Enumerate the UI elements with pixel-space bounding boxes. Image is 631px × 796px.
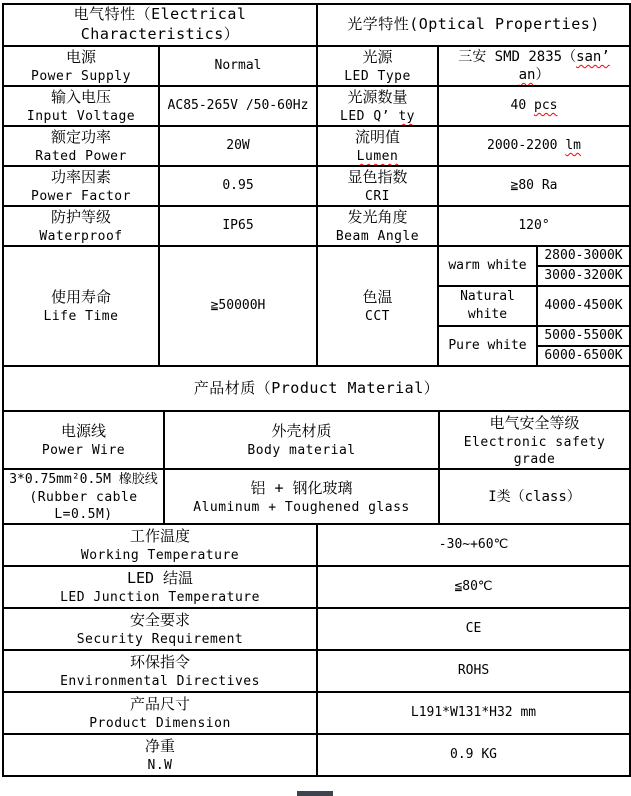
waterproof-value: IP65 xyxy=(159,206,317,246)
material-section-title: 产品材质（Product Material） xyxy=(193,378,440,397)
table-row xyxy=(3,166,630,206)
safety-grade-value: I类（class） xyxy=(439,469,630,524)
beam-angle-value: 120° xyxy=(438,206,630,246)
cri-label-cell xyxy=(317,166,438,206)
material-header-row xyxy=(3,366,630,411)
product-dimension-label-cell xyxy=(3,692,317,734)
lumen-label-cell xyxy=(317,126,438,166)
net-weight-row xyxy=(3,734,630,776)
led-qty-label-en-pre: LED Q’ xyxy=(340,109,399,124)
power-wire-value-en: (Rubber cable L=0.5M) xyxy=(29,490,138,522)
table-row xyxy=(3,86,630,126)
security-requirement-label-zh: 安全要求 xyxy=(129,611,190,629)
power-wire-label-cell xyxy=(3,411,164,469)
cct-warm-white-range-2: 3000-3200K xyxy=(537,266,630,286)
working-temperature-row xyxy=(3,524,630,566)
table-row xyxy=(3,46,630,86)
lumen-label-zh: 流明值 xyxy=(354,128,400,146)
led-junction-temperature-label-en: LED Junction Temperature xyxy=(60,590,260,605)
security-requirement-value: CE xyxy=(317,608,630,650)
environmental-directives-row xyxy=(3,650,630,692)
environmental-directives-label-cell xyxy=(3,650,317,692)
net-weight-label-cell xyxy=(3,734,317,776)
working-temperature-label-cell xyxy=(3,524,317,566)
beam-angle-label-en: Beam Angle xyxy=(335,229,420,244)
cct-warm-white-range-1: 2800-3000K xyxy=(537,246,630,266)
section-header-row xyxy=(3,4,630,46)
input-voltage-label-zh: 输入电压 xyxy=(50,88,111,106)
led-type-label-cell xyxy=(317,46,438,86)
working-temperature-label-zh: 工作温度 xyxy=(129,527,190,545)
lumen-value-misspelling: lm xyxy=(565,138,581,153)
cct-pure-white-range-2: 6000-6500K xyxy=(537,346,630,366)
lumen-label-en xyxy=(320,148,435,165)
power-wire-label-en: Power Wire xyxy=(41,443,126,458)
beam-angle-label-cell xyxy=(317,206,438,246)
optical-section-title: 光学特性(Optical Properties) xyxy=(347,15,600,33)
led-type-label-en: LED Type xyxy=(344,69,411,84)
led-qty-label-zh: 光源数量 xyxy=(347,88,408,106)
life-time-label-zh: 使用寿命 xyxy=(50,288,111,306)
cct-warm-white-name: warm white xyxy=(438,246,537,286)
body-material-value-cell xyxy=(164,469,439,524)
product-material-table xyxy=(2,365,631,525)
life-time-label-en: Life Time xyxy=(43,309,119,324)
body-material-value-en: Aluminum + Toughened glass xyxy=(193,499,410,515)
power-factor-label-cell xyxy=(3,166,159,206)
general-parameters-table xyxy=(2,523,631,777)
led-junction-temperature-label-cell xyxy=(3,566,317,608)
cct-natural-white-name: Natural white xyxy=(438,286,537,326)
cct-label-cell xyxy=(317,246,438,366)
product-dimension-value: L191*W131*H32 mm xyxy=(317,692,630,734)
cct-label-en: CCT xyxy=(365,309,390,324)
life-time-value: ≧50000H xyxy=(159,246,317,366)
power-factor-label-en: Power Factor xyxy=(31,189,131,204)
electrical-optical-table xyxy=(2,3,631,367)
input-voltage-label-en: Input Voltage xyxy=(26,109,136,124)
power-wire-label-zh: 电源线 xyxy=(60,422,106,440)
led-junction-temperature-value: ≦80℃ xyxy=(317,566,630,608)
power-wire-value-cell xyxy=(3,469,164,524)
beam-angle-label-zh: 发光角度 xyxy=(347,208,408,226)
electrical-section-header xyxy=(3,4,317,46)
rated-power-label-zh: 额定功率 xyxy=(50,128,111,146)
led-qty-label-cell xyxy=(317,86,438,126)
net-weight-value: 0.9 KG xyxy=(317,734,630,776)
lumen-value-pre: 2000-2200 xyxy=(487,138,566,153)
power-wire-value-zh: 3*0.75mm²0.5M 橡胶线 xyxy=(9,472,158,487)
led-type-value-post: ） xyxy=(535,67,550,83)
taskbar-fragment xyxy=(297,791,333,796)
body-material-label-en: Body material xyxy=(247,443,356,458)
working-temperature-value: -30~+60℃ xyxy=(317,524,630,566)
security-requirement-label-cell xyxy=(3,608,317,650)
table-row xyxy=(3,469,630,524)
led-type-value-misspelling: san’ an xyxy=(518,49,610,83)
environmental-directives-value: ROHS xyxy=(317,650,630,692)
cri-value: ≧80 Ra xyxy=(438,166,630,206)
cri-label-zh: 显色指数 xyxy=(347,168,408,186)
power-factor-value: 0.95 xyxy=(159,166,317,206)
security-requirement-label-en: Security Requirement xyxy=(76,632,244,647)
body-material-label-zh: 外壳材质 xyxy=(271,422,332,440)
cct-label-zh: 色温 xyxy=(362,288,393,306)
safety-grade-label-en: Electronic safety grade xyxy=(463,434,606,467)
led-junction-temperature-label-zh: LED 结温 xyxy=(126,569,194,587)
cct-natural-white-range-1: 4000-4500K xyxy=(537,286,630,326)
input-voltage-label-cell xyxy=(3,86,159,126)
power-factor-label-zh: 功率因素 xyxy=(50,168,111,186)
product-dimension-label-en: Product Dimension xyxy=(89,716,231,731)
waterproof-label-en: Waterproof xyxy=(39,229,123,244)
power-supply-label-en: Power Supply xyxy=(31,69,131,84)
safety-grade-label-zh: 电气安全等级 xyxy=(489,413,580,432)
cri-label-en: CRI xyxy=(365,189,390,204)
led-type-value-pre: 三安 SMD 2835（ xyxy=(458,49,577,65)
spec-sheet xyxy=(2,3,631,777)
electrical-section-title: 电气特性（Electrical Characteristics） xyxy=(73,5,247,43)
power-supply-value: Normal xyxy=(159,46,317,86)
optical-section-header xyxy=(317,4,630,46)
table-row xyxy=(3,126,630,166)
input-voltage-value: AC85-265V /50-60Hz xyxy=(159,86,317,126)
table-row xyxy=(3,246,630,266)
cct-pure-white-name: Pure white xyxy=(438,326,537,366)
safety-grade-label-cell xyxy=(439,411,630,469)
rated-power-label-cell xyxy=(3,126,159,166)
net-weight-label-en: N.W xyxy=(147,758,173,773)
waterproof-label-zh: 防护等级 xyxy=(50,208,111,226)
body-material-label-cell xyxy=(164,411,439,469)
led-type-label-zh: 光源 xyxy=(362,48,393,66)
led-type-value xyxy=(438,46,630,86)
rated-power-label-en: Rated Power xyxy=(35,149,127,164)
table-row xyxy=(3,411,630,469)
power-supply-label-zh: 电源 xyxy=(65,48,96,66)
product-dimension-label-zh: 产品尺寸 xyxy=(129,695,190,713)
led-qty-label-misspelling: ty xyxy=(398,109,415,124)
cct-pure-white-range-1: 5000-5500K xyxy=(537,326,630,346)
environmental-directives-label-en: Environmental Directives xyxy=(60,674,260,689)
net-weight-label-zh: 净重 xyxy=(144,737,175,755)
table-row xyxy=(3,206,630,246)
lumen-value xyxy=(438,126,630,166)
led-qty-label-en xyxy=(320,108,435,125)
led-qty-value-pre: 40 xyxy=(510,98,534,113)
working-temperature-label-en: Working Temperature xyxy=(80,548,240,563)
power-supply-label-cell xyxy=(3,46,159,86)
life-time-label-cell xyxy=(3,246,159,366)
security-requirement-row xyxy=(3,608,630,650)
led-qty-value-misspelling: pcs xyxy=(534,98,558,113)
material-section-header xyxy=(3,366,630,411)
led-qty-value xyxy=(438,86,630,126)
rated-power-value: 20W xyxy=(159,126,317,166)
product-dimension-row xyxy=(3,692,630,734)
environmental-directives-label-zh: 环保指令 xyxy=(129,653,190,671)
led-junction-temperature-row xyxy=(3,566,630,608)
lumen-label-misspelling: Lumen xyxy=(356,149,399,164)
body-material-value-zh: 铝 + 钢化玻璃 xyxy=(250,478,353,497)
waterproof-label-cell xyxy=(3,206,159,246)
